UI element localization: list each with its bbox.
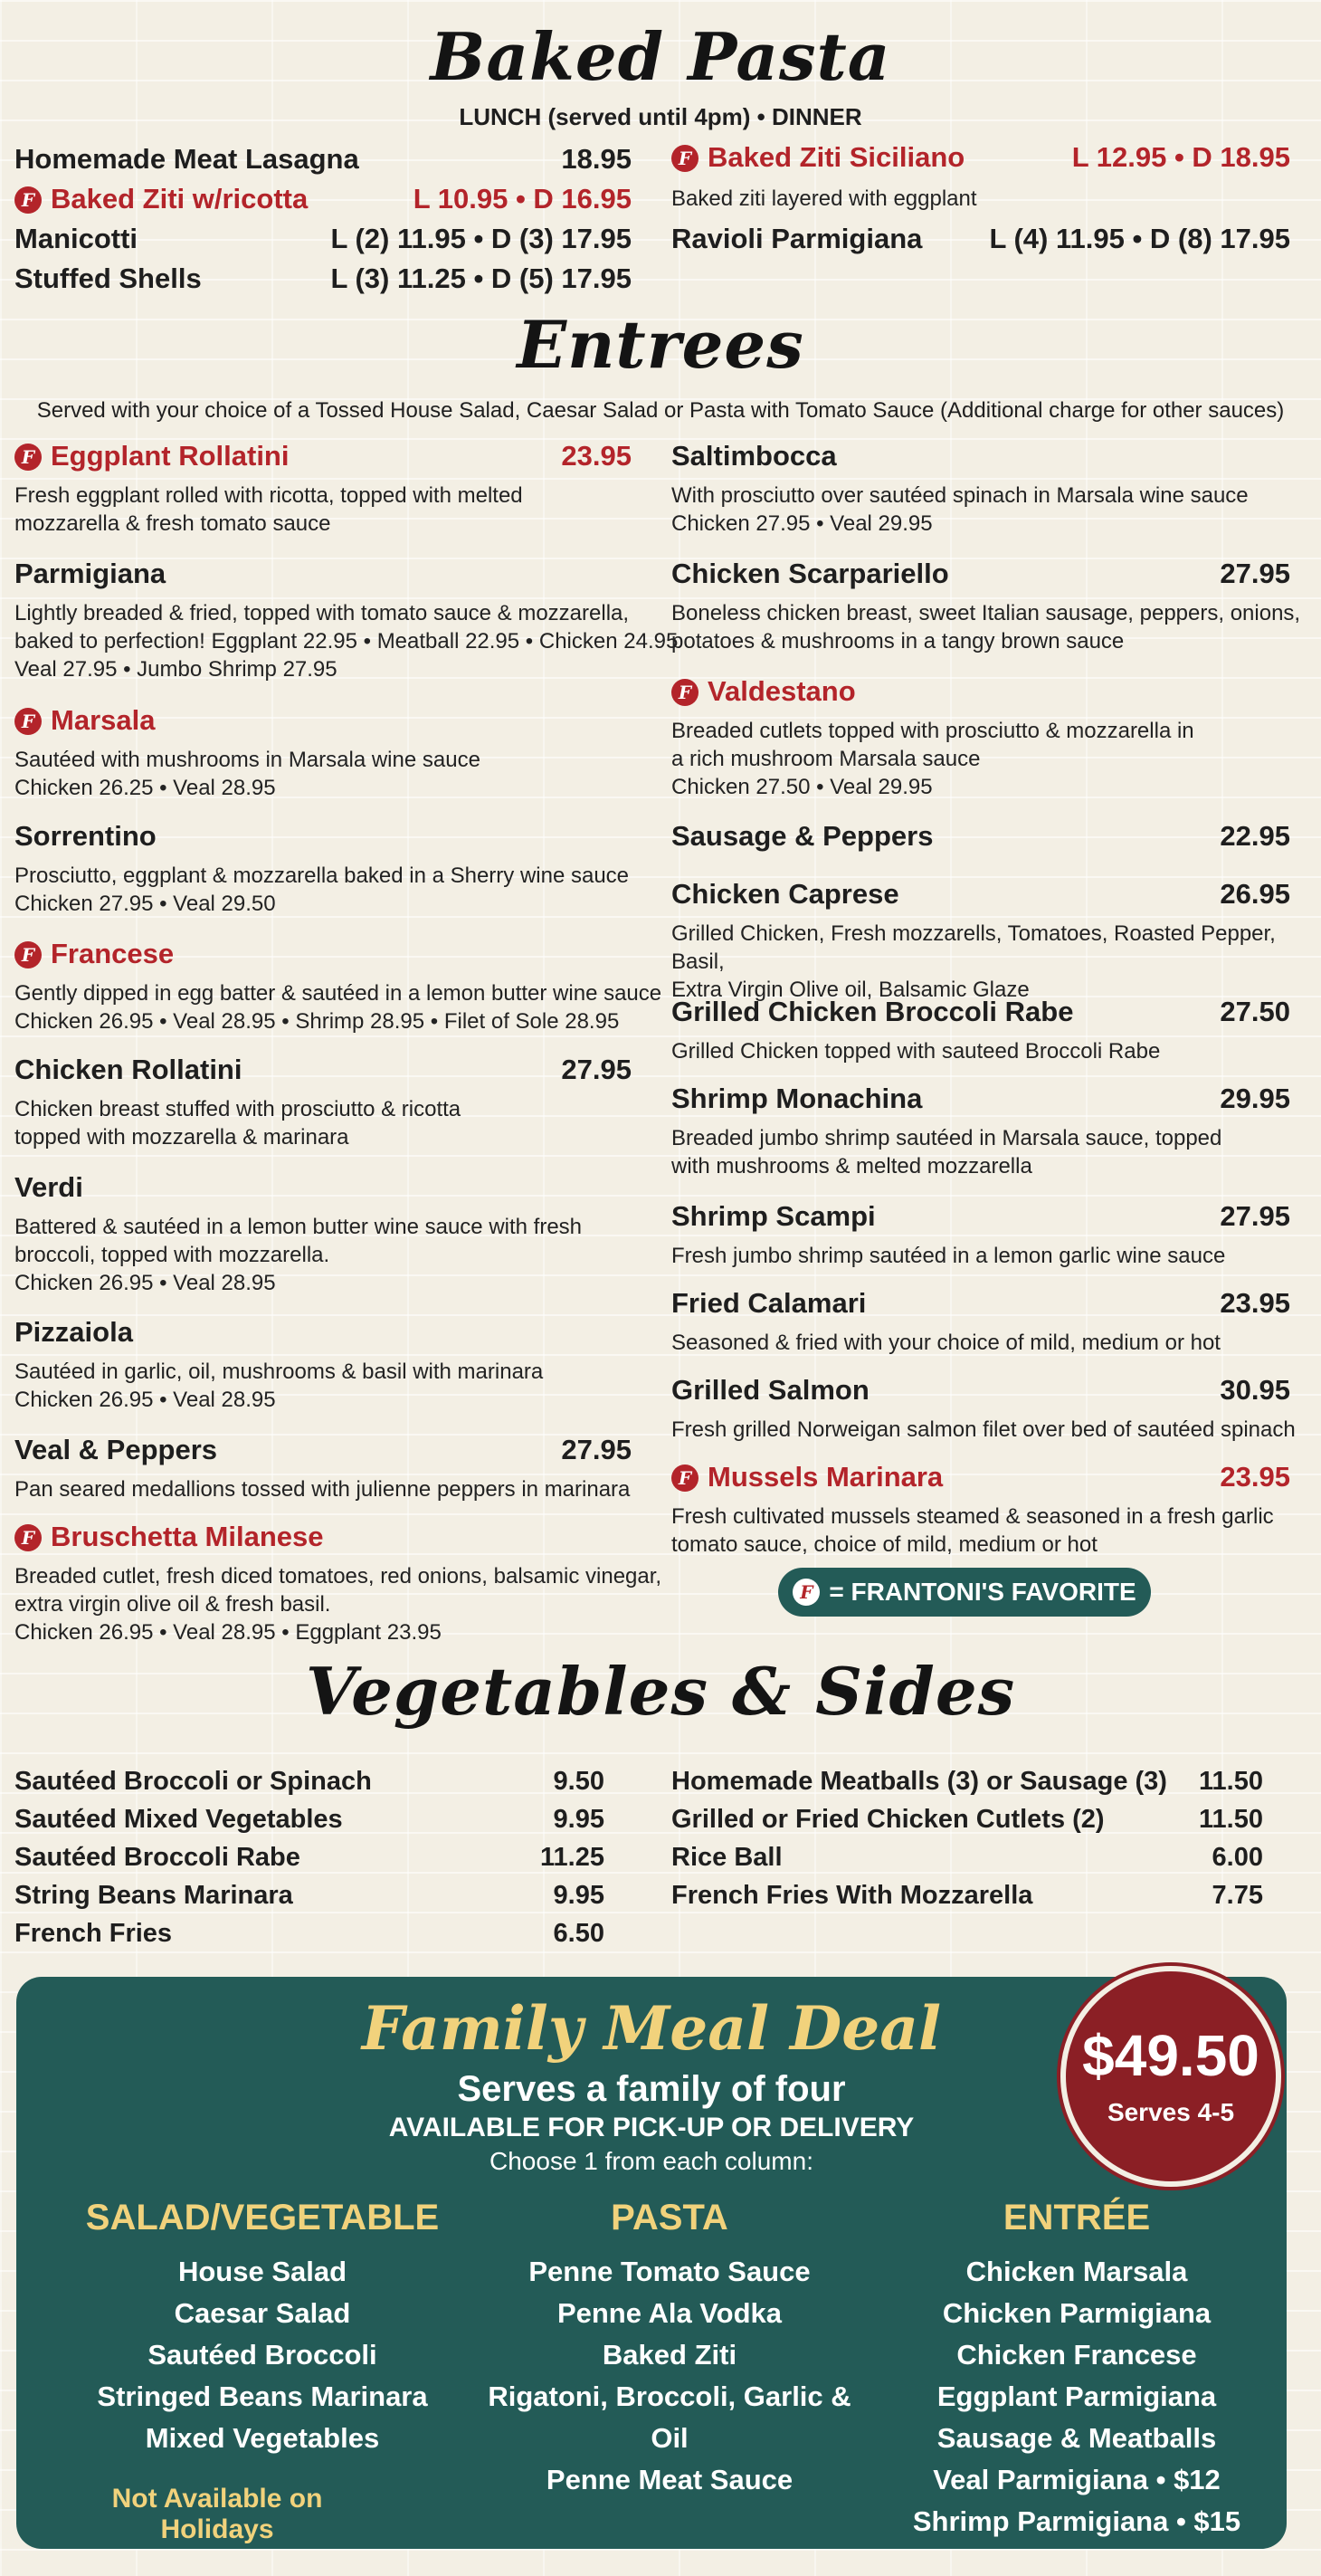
item-name: Valdestano <box>708 675 856 707</box>
menu-item <box>14 183 632 215</box>
item-name: Chicken Caprese <box>671 878 899 910</box>
deal-option: Stringed Beans Marinara <box>97 2380 428 2412</box>
sides-title: Vegetables & Sides <box>305 1653 1016 1730</box>
item-price: 29.95 <box>1220 1083 1290 1114</box>
item-name: String Beans Marinara <box>14 1881 293 1910</box>
description-line: mozzarella & fresh tomato sauce <box>14 511 331 536</box>
item-price: 23.95 <box>1220 1461 1290 1493</box>
description-line: Chicken 26.25 • Veal 28.95 <box>14 776 276 800</box>
description-line: Chicken 27.95 • Veal 29.50 <box>14 892 276 916</box>
description-line: baked to perfection! Eggplant 22.95 • Meatball 22.95 • Chicken 24.95 <box>14 629 679 654</box>
description-line: Fresh grilled Norweigan salmon filet over bed of sautéed spinach <box>671 1417 1296 1442</box>
favorite-icon: F <box>793 1579 820 1606</box>
description-line: Prosciutto, eggplant & mozzarella baked in a Sherry wine sauce <box>14 863 630 888</box>
item-name: Ravioli Parmigiana <box>671 223 923 254</box>
item-name: Francese <box>51 938 175 969</box>
menu-item <box>671 675 1290 708</box>
item-name: French Fries <box>14 1919 173 1948</box>
side-item <box>14 1881 604 1911</box>
side-item <box>14 1805 604 1835</box>
menu-item <box>14 1434 632 1466</box>
item-price: 9.50 <box>553 1767 604 1796</box>
item-name: Homemade Meat Lasagna <box>14 143 359 175</box>
deal-option: Penne Ala Vodka <box>556 2297 783 2329</box>
deal-column-entree <box>878 2198 1276 2543</box>
menu-item <box>14 440 632 472</box>
favorite-legend <box>778 1568 1151 1617</box>
description-line: Veal 27.95 • Jumbo Shrimp 27.95 <box>14 657 337 682</box>
menu-item <box>671 558 1290 590</box>
deal-title: Family Meal Deal <box>361 1993 942 2064</box>
item-name: Parmigiana <box>14 558 166 589</box>
item-description <box>14 482 523 538</box>
deal-column-salad <box>63 2198 461 2459</box>
deal-availability: AVAILABLE FOR PICK-UP OR DELIVERY <box>388 2113 915 2142</box>
item-name: Eggplant Rollatini <box>51 440 290 472</box>
favorite-icon: F <box>14 444 42 471</box>
menu-item <box>14 820 632 853</box>
item-price: 6.50 <box>553 1919 604 1948</box>
price-badge <box>1060 1966 1281 2187</box>
deal-option: Baked Ziti <box>602 2339 737 2371</box>
description-line: Sautéed with mushrooms in Marsala wine sauce <box>14 748 480 772</box>
item-name: Rice Ball <box>671 1843 783 1872</box>
description-line: topped with mozzarella & marinara <box>14 1125 349 1150</box>
item-price: 26.95 <box>1220 878 1290 910</box>
description-line: a rich mushroom Marsala sauce <box>671 747 981 771</box>
item-price: L 12.95 • D 18.95 <box>1071 141 1290 173</box>
item-price: 27.95 <box>561 1054 632 1085</box>
item-price: 27.95 <box>561 1434 632 1465</box>
description-line: Battered & sautéed in a lemon butter wine sauce with fresh <box>14 1215 583 1239</box>
baked-pasta-subtitle: LUNCH (served until 4pm) • DINNER <box>459 103 862 130</box>
menu-item <box>14 1316 632 1349</box>
menu-item <box>671 820 1290 853</box>
item-description <box>14 979 661 1035</box>
item-name: Verdi <box>14 1171 83 1203</box>
badge-price: $49.50 <box>1082 2023 1259 2088</box>
description-line: Grilled Chicken, Fresh mozzarells, Tomatoes, Roasted Pepper, Basil, <box>671 921 1276 974</box>
favorite-icon: F <box>671 1465 699 1492</box>
description-line: with mushrooms & melted mozzarella <box>671 1154 1032 1178</box>
item-price: 11.50 <box>1199 1767 1263 1796</box>
item-price: 11.50 <box>1199 1805 1263 1834</box>
menu-item <box>14 143 632 176</box>
item-description <box>671 1416 1296 1444</box>
item-description <box>14 862 629 918</box>
item-description <box>671 1329 1221 1357</box>
menu-item <box>671 1083 1290 1115</box>
item-name: Baked Ziti w/ricotta <box>51 183 309 215</box>
entrees-note: Served with your choice of a Tossed House Salad, Caesar Salad or Pasta with Tomato Sauce (Additional charge for other sauces) <box>36 398 1285 423</box>
deal-option: Shrimp Parmigiana • $15 <box>912 2505 1241 2537</box>
item-description <box>671 717 1194 801</box>
item-description <box>671 482 1249 538</box>
item-description <box>14 746 480 802</box>
deal-serves-line: Serves a family of four <box>457 2069 846 2109</box>
description-line: Chicken 26.95 • Veal 28.95 <box>14 1388 276 1412</box>
description-line: Gently dipped in egg batter & sautéed in a lemon butter wine sauce <box>14 981 662 1006</box>
item-price: L (3) 11.25 • D (5) 17.95 <box>330 262 632 294</box>
menu-item <box>14 223 632 255</box>
deal-option: Penne Meat Sauce <box>546 2464 794 2495</box>
badge-serves: Serves 4-5 <box>1107 2098 1235 2126</box>
description-line: Lightly breaded & fried, topped with tomato sauce & mozzarella, <box>14 601 630 625</box>
item-description: Baked ziti layered with eggplant <box>671 186 977 211</box>
side-item <box>671 1881 1263 1911</box>
deal-instructions: Choose 1 from each column: <box>489 2147 813 2175</box>
side-item <box>671 1843 1263 1873</box>
item-description <box>14 1475 630 1503</box>
description-line: Breaded cutlets topped with prosciutto & mozzarella in <box>671 719 1194 743</box>
item-price: 30.95 <box>1220 1374 1290 1406</box>
column-heading: SALAD/VEGETABLE <box>85 2198 440 2237</box>
deal-option: Penne Tomato Sauce <box>528 2256 811 2287</box>
description-line: Fresh eggplant rolled with ricotta, topped with melted <box>14 483 523 508</box>
item-description <box>671 1503 1274 1559</box>
menu-item <box>14 558 632 590</box>
item-description <box>671 1124 1221 1180</box>
column-heading: PASTA <box>611 2198 728 2237</box>
description-line: Chicken 26.95 • Veal 28.95 • Shrimp 28.95 • Filet of Sole 28.95 <box>14 1009 620 1034</box>
item-price: L (2) 11.95 • D (3) 17.95 <box>330 223 632 254</box>
item-price: 18.95 <box>561 143 632 175</box>
description-line: Chicken breast stuffed with prosciutto & ricotta <box>14 1097 461 1121</box>
item-price: 23.95 <box>1220 1287 1290 1319</box>
item-name: Grilled or Fried Chicken Cutlets (2) <box>671 1805 1105 1834</box>
menu-item <box>671 878 1290 911</box>
favorite-icon: F <box>14 186 42 214</box>
deal-column-pasta <box>470 2198 869 2501</box>
item-price: 7.75 <box>1212 1881 1263 1910</box>
description-line: Fresh cultivated mussels steamed & seasoned in a fresh garlic <box>671 1504 1274 1529</box>
menu-item <box>671 1200 1290 1233</box>
legend-label: = FRANTONI'S FAVORITE <box>829 1578 1136 1606</box>
item-price: 27.50 <box>1220 996 1290 1027</box>
baked-pasta-title: Baked Pasta <box>430 18 891 95</box>
item-name: Stuffed Shells <box>14 262 202 294</box>
favorite-icon: F <box>671 145 699 172</box>
menu-item <box>671 440 1290 472</box>
menu-item <box>671 1461 1290 1493</box>
item-name: Sautéed Broccoli Rabe <box>14 1843 300 1872</box>
description-line: Chicken 26.95 • Veal 28.95 • Eggplant 23.95 <box>14 1620 442 1645</box>
description-line: Breaded cutlet, fresh diced tomatoes, red onions, balsamic vinegar, <box>14 1564 662 1589</box>
item-name: Saltimbocca <box>671 440 837 472</box>
menu-item <box>14 704 632 737</box>
item-price: 9.95 <box>553 1881 604 1910</box>
side-item <box>14 1843 604 1873</box>
item-name: French Fries With Mozzarella <box>671 1881 1033 1910</box>
deal-option: Chicken Parmigiana <box>942 2297 1212 2329</box>
description-line: Seasoned & fried with your choice of mild, medium or hot <box>671 1331 1221 1355</box>
description-line: Grilled Chicken topped with sauteed Broccoli Rabe <box>671 1039 1161 1064</box>
item-price: 27.95 <box>1220 558 1290 589</box>
item-price: 9.95 <box>553 1805 604 1834</box>
menu-item <box>14 1171 632 1204</box>
deal-option: Rigatoni, Broccoli, Garlic & Oil <box>488 2380 851 2454</box>
deal-option: Veal Parmigiana • $12 <box>933 2464 1221 2495</box>
deal-option: Chicken Francese <box>956 2339 1197 2371</box>
item-name: Pizzaiola <box>14 1316 133 1348</box>
deal-option: Mixed Vegetables <box>145 2422 380 2454</box>
description-line: broccoli, topped with mozzarella. <box>14 1243 330 1267</box>
menu-item <box>671 223 1290 255</box>
menu-item <box>14 1521 632 1553</box>
item-description <box>671 920 1321 1004</box>
item-price: 22.95 <box>1220 820 1290 852</box>
item-description <box>14 1562 661 1646</box>
menu-item <box>14 1054 632 1086</box>
description-line: Fresh jumbo shrimp sautéed in a lemon garlic wine sauce <box>671 1244 1226 1268</box>
description-line: Sautéed in garlic, oil, mushrooms & basil with marinara <box>14 1360 544 1384</box>
menu-item <box>14 262 632 295</box>
item-name: Grilled Chicken Broccoli Rabe <box>671 996 1074 1027</box>
item-description <box>671 1037 1160 1065</box>
favorite-icon: F <box>14 708 42 735</box>
item-name: Sausage & Peppers <box>671 820 934 852</box>
side-item <box>671 1805 1263 1835</box>
description-line: Breaded jumbo shrimp sautéed in Marsala sauce, topped <box>671 1126 1222 1150</box>
deal-option: Sausage & Meatballs <box>936 2422 1217 2454</box>
favorite-icon: F <box>671 679 699 706</box>
item-price: 23.95 <box>561 440 632 472</box>
deal-option: Chicken Marsala <box>965 2256 1188 2287</box>
item-name: Shrimp Monachina <box>671 1083 923 1114</box>
item-name: Sorrentino <box>14 820 157 852</box>
deal-option: Eggplant Parmigiana <box>936 2380 1217 2412</box>
item-price: 27.95 <box>1220 1200 1290 1232</box>
item-name: Chicken Scarpariello <box>671 558 949 589</box>
item-name: Fried Calamari <box>671 1287 867 1319</box>
item-name: Sautéed Mixed Vegetables <box>14 1805 343 1834</box>
description-line: extra virgin olive oil & fresh basil. <box>14 1592 331 1617</box>
deal-option: House Salad <box>177 2256 347 2287</box>
menu-item <box>671 996 1290 1028</box>
item-price: 6.00 <box>1212 1843 1263 1872</box>
menu-item <box>671 141 1290 174</box>
item-description <box>14 1213 582 1297</box>
item-description <box>14 599 678 683</box>
description-line: Pan seared medallions tossed with julienne peppers in marinara <box>14 1477 631 1502</box>
item-description <box>671 1242 1225 1270</box>
item-description <box>14 1095 461 1151</box>
item-name: Marsala <box>51 704 156 736</box>
favorite-icon: F <box>14 1524 42 1551</box>
item-name: Veal & Peppers <box>14 1434 218 1465</box>
item-name: Manicotti <box>14 223 138 254</box>
item-name: Mussels Marinara <box>708 1461 944 1493</box>
favorite-icon: F <box>14 941 42 968</box>
item-name: Homemade Meatballs (3) or Sausage (3) <box>671 1767 1167 1796</box>
description-line: tomato sauce, choice of mild, medium or hot <box>671 1532 1098 1557</box>
holiday-note: Not Available on Holidays <box>111 2484 323 2544</box>
item-name: Bruschetta Milanese <box>51 1521 324 1552</box>
menu-item <box>14 938 632 970</box>
item-price: 11.25 <box>540 1843 604 1872</box>
entrees-title: Entrees <box>517 306 804 383</box>
description-line: Chicken 26.95 • Veal 28.95 <box>14 1271 276 1295</box>
description-line: Boneless chicken breast, sweet Italian sausage, peppers, onions, <box>671 601 1301 625</box>
column-heading: ENTRÉE <box>1003 2198 1151 2237</box>
side-item <box>671 1767 1263 1797</box>
item-description <box>671 599 1300 655</box>
description-line: Extra Virgin Olive oil, Balsamic Glaze <box>671 978 1030 1002</box>
description-line: potatoes & mushrooms in a tangy brown sauce <box>671 629 1125 654</box>
item-name: Shrimp Scampi <box>671 1200 876 1232</box>
description-line: With prosciutto over sautéed spinach in Marsala wine sauce <box>671 483 1249 508</box>
description-line: Chicken 27.95 • Veal 29.95 <box>671 511 933 536</box>
description-line: Chicken 27.50 • Veal 29.95 <box>671 775 933 799</box>
item-name: Grilled Salmon <box>671 1374 870 1406</box>
deal-option: Sautéed Broccoli <box>147 2339 377 2371</box>
item-description <box>14 1358 543 1414</box>
side-item <box>14 1767 604 1797</box>
menu-item <box>671 1374 1290 1407</box>
item-name: Baked Ziti Siciliano <box>708 141 965 173</box>
item-name: Sautéed Broccoli or Spinach <box>14 1767 372 1796</box>
item-name: Chicken Rollatini <box>14 1054 242 1085</box>
side-item <box>14 1919 604 1949</box>
item-price: L 10.95 • D 16.95 <box>413 183 632 215</box>
item-price: L (4) 11.95 • D (8) 17.95 <box>989 223 1290 254</box>
deal-option: Caesar Salad <box>174 2297 351 2329</box>
menu-item <box>671 1287 1290 1320</box>
